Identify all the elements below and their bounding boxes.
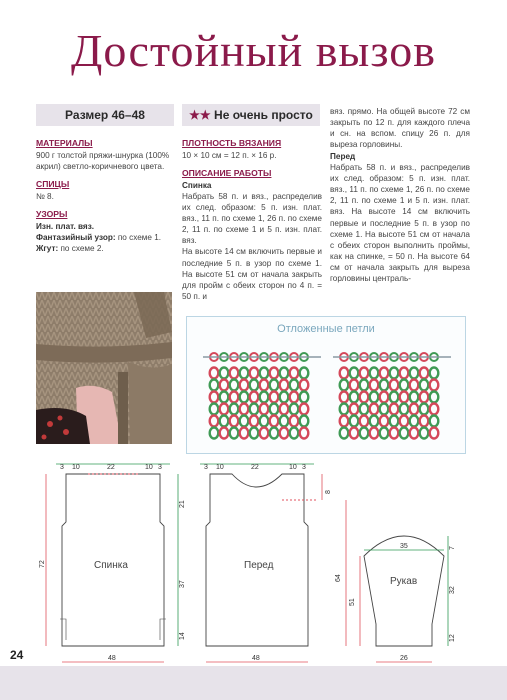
- page-title: Достойный вызов: [71, 25, 436, 76]
- back-name: Спинка: [94, 560, 128, 571]
- sleeve-name: Рукав: [390, 576, 418, 587]
- back-top-3: 22: [107, 464, 115, 471]
- pattern-item: Фантазийный узор: по схеме 1.: [36, 232, 162, 242]
- stitch-illustration: [187, 343, 465, 453]
- difficulty-label: ★★ Не очень просто: [189, 108, 313, 122]
- back-top-5: 3: [158, 464, 162, 471]
- back-top-1: 3: [60, 464, 64, 471]
- back-bottom: 48: [108, 655, 116, 662]
- density-heading: ПЛОТНОСТЬ ВЯЗАНИЯ: [182, 138, 282, 148]
- density-text: 10 × 10 см = 12 п. × 16 р.: [182, 150, 277, 160]
- materials-heading: МАТЕРИАЛЫ: [36, 138, 93, 148]
- back-height: 72: [39, 560, 46, 568]
- back-text-2: На высоте 14 см включить первые и последние 5 п. в узор по схеме 1. На высоте 51 см от начала закрыть для пройм с обеих сторон по 4 п. = 50 п. и: [182, 247, 322, 302]
- materials-column: [36, 138, 170, 254]
- front-height: 64: [335, 574, 342, 582]
- patterns-heading: УЗОРЫ: [36, 208, 68, 219]
- pattern-item: Жгут: по схеме 2.: [36, 243, 104, 253]
- sleeve-right-1: 7: [449, 546, 456, 550]
- front-top-3: 22: [251, 464, 259, 471]
- front-right-1: 8: [325, 490, 332, 494]
- front-top-4: 10: [289, 464, 297, 471]
- back-right-2: 37: [179, 580, 186, 588]
- front-text: Набрать 58 п. и вяз., распределив их след. образом: 5 п. изн. плат. вяз., 11 п. по схеме 1, 26 п. по схеме 2, 11 п. по схеме 1 и 5 п. изн. плат. вяз. На высоте 14 см включить первые и последние 5 п. в узор по схеме 1. На высоте 51 см от начала с обеих сторон выполнить проймы, как на спинке, = 50 п. На высоте 64 см от начала закрыть для выреза горловины централь-: [330, 162, 470, 284]
- front-scheme: [200, 464, 346, 662]
- front-heading: Перед: [330, 151, 356, 161]
- sleeve-top: 35: [400, 543, 408, 550]
- stitch-diagram: [186, 316, 466, 454]
- back-text: Набрать 58 п. и вяз., распределив их след. образом: 5 п. изн. плат. вяз., 11 п. по схеме 1, 26 п. по схеме 2, 11 п. по схеме 1 и 5 п. изн. плат. вяз.: [182, 191, 322, 246]
- back-top-2: 10: [72, 464, 80, 471]
- front-name: Перед: [244, 560, 274, 571]
- pattern-schemes: [0, 456, 507, 676]
- back-right-1: 21: [179, 500, 186, 508]
- front-top-5: 3: [302, 464, 306, 471]
- back-right-3: 14: [179, 632, 186, 640]
- back-scheme: [39, 464, 186, 662]
- front-bottom: 48: [252, 655, 260, 662]
- sleeve-height: 51: [349, 598, 356, 606]
- page-footer-bar: [0, 666, 507, 700]
- sweater-photo: [36, 292, 172, 444]
- needles-text: № 8.: [36, 191, 54, 201]
- difficulty-stars: ★★: [189, 108, 211, 122]
- front-top-1: 3: [204, 464, 208, 471]
- description-column: [182, 138, 322, 302]
- back-top-4: 10: [145, 464, 153, 471]
- size-bar: [36, 104, 174, 126]
- back-heading: Спинка: [182, 180, 212, 190]
- sleeve-right-3: 12: [449, 634, 456, 642]
- diagram-title: Отложенные петли: [277, 323, 375, 335]
- page-number: 24: [10, 648, 24, 662]
- front-top-2: 10: [216, 464, 224, 471]
- pattern-item: Изн. плат. вяз.: [36, 221, 95, 231]
- size-label: Размер 46–48: [65, 108, 145, 122]
- sleeve-bottom: 26: [400, 655, 408, 662]
- description-heading: ОПИСАНИЕ РАБОТЫ: [182, 167, 272, 178]
- sleeve-right-2: 32: [449, 586, 456, 594]
- back-continuation: вяз. прямо. На общей высоте 72 см закрыть по 12 п. для каждого плеча и сн. на вспом. спицу 26 п. для выреза горловины.: [330, 107, 470, 150]
- front-column: [330, 106, 470, 285]
- needles-heading: СПИЦЫ: [36, 179, 70, 189]
- sleeve-scheme: [349, 536, 456, 662]
- difficulty-bar: [182, 104, 320, 126]
- materials-text: 900 г толстой пряжи-шнурка (100% акрил) светло-коричневого цвета.: [36, 150, 170, 171]
